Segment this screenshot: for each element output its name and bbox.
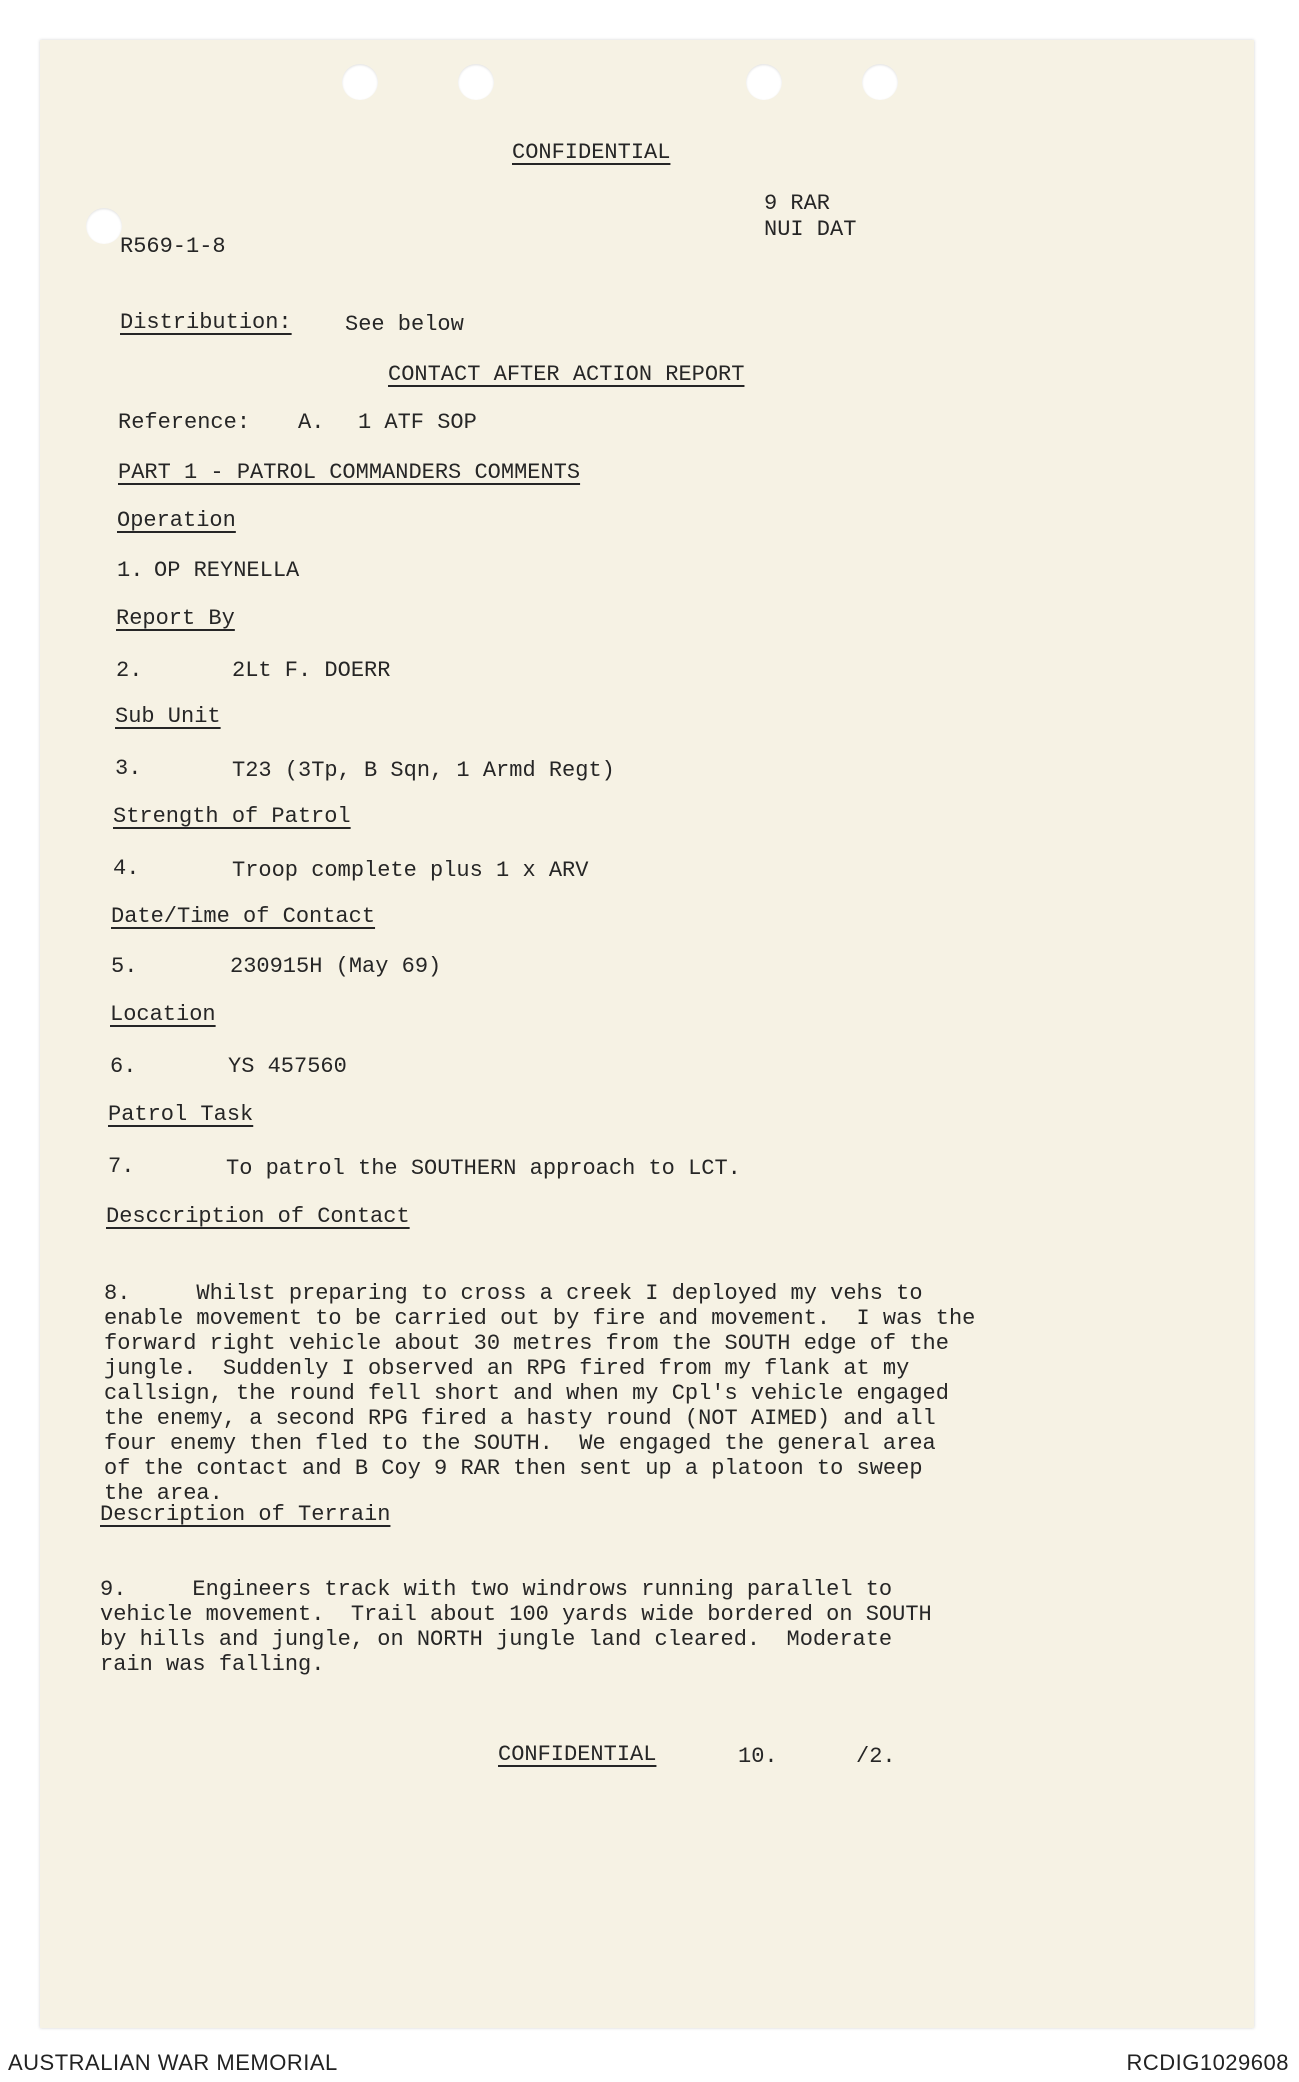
paragraph-line: 8. Whilst preparing to cross a creek I deployed my vehs to [104, 1281, 923, 1306]
reference-letter: A. [298, 410, 325, 435]
item-number: 5. [111, 954, 138, 979]
punch-hole [458, 64, 494, 100]
classification-bottom: CONFIDENTIAL [498, 1742, 657, 1767]
section-heading-contact: Desccription of Contact [106, 1204, 410, 1229]
item-number: 2. [116, 658, 143, 683]
punch-hole [342, 64, 378, 100]
reference-value: 1 ATF SOP [358, 410, 477, 435]
item-text-operation: OP REYNELLA [154, 558, 300, 583]
section-heading-report-by: Report By [116, 606, 235, 631]
punch-hole [746, 64, 782, 100]
section-heading-date-time: Date/Time of Contact [111, 904, 376, 929]
paragraph-line: the enemy, a second RPG fired a hasty round (NOT AIMED) and all [104, 1406, 936, 1431]
archive-id: RCDIG1029608 [1126, 2050, 1289, 2075]
item-number: 1. [117, 558, 144, 583]
paragraph-line: by hills and jungle, on NORTH jungle land cleared. Moderate [100, 1627, 893, 1652]
section-heading-location: Location [110, 1002, 216, 1027]
section-heading-operation: Operation [117, 508, 236, 533]
unit-name: 9 RAR [764, 191, 831, 216]
reference-label: Reference: [118, 410, 251, 435]
file-reference: R569-1-8 [120, 234, 226, 259]
distribution-value: See below [345, 312, 464, 337]
section-heading-strength: Strength of Patrol [113, 804, 351, 829]
archive-name: AUSTRALIAN WAR MEMORIAL [8, 2050, 338, 2075]
item-number: 4. [113, 856, 140, 881]
punch-hole [862, 64, 898, 100]
paragraph-line: callsign, the round fell short and when my Cpl's vehicle engaged [104, 1381, 949, 1406]
paragraph-8 [104, 1256, 975, 1531]
paragraph-line: rain was falling. [100, 1652, 325, 1677]
item-number: 3. [115, 756, 142, 781]
section-heading-terrain: Description of Terrain [100, 1502, 391, 1527]
item-text-strength: Troop complete plus 1 x ARV [232, 858, 589, 883]
item-text-date-time: 230915H (May 69) [230, 954, 442, 979]
unit-location: NUI DAT [764, 217, 857, 242]
paragraph-line: the area. [104, 1481, 223, 1506]
paragraph-line: vehicle movement. Trail about 100 yards wide bordered on SOUTH [100, 1602, 932, 1627]
page-number: 10. [738, 1744, 778, 1769]
paragraph-line: 9. Engineers track with two windrows running parallel to [100, 1577, 893, 1602]
item-text-report-by: 2Lt F. DOERR [232, 658, 391, 683]
paragraph-line: jungle. Suddenly I observed an RPG fired from my flank at my [104, 1356, 910, 1381]
item-number: 6. [110, 1054, 137, 1079]
paragraph-line: forward right vehicle about 30 metres from the SOUTH edge of the [104, 1331, 949, 1356]
paragraph-line: enable movement to be carried out by fire and movement. I was the [104, 1306, 976, 1331]
item-text-location: YS 457560 [228, 1054, 347, 1079]
section-heading-patrol-task: Patrol Task [108, 1102, 254, 1127]
distribution-label: Distribution: [120, 310, 292, 335]
item-text-sub-unit: T23 (3Tp, B Sqn, 1 Armd Regt) [232, 758, 615, 783]
punch-hole [86, 208, 122, 244]
next-page-marker: /2. [856, 1744, 896, 1769]
item-text-patrol-task: To patrol the SOUTHERN approach to LCT. [226, 1156, 741, 1181]
section-heading-sub-unit: Sub Unit [115, 704, 221, 729]
classification-top: CONFIDENTIAL [512, 140, 671, 165]
document-page [40, 40, 1254, 2028]
paragraph-9 [100, 1552, 932, 1702]
part-heading: PART 1 - PATROL COMMANDERS COMMENTS [118, 460, 581, 485]
paragraph-line: of the contact and B Coy 9 RAR then sent up a platoon to sweep [104, 1456, 923, 1481]
paragraph-line: four enemy then fled to the SOUTH. We engaged the general area [104, 1431, 936, 1456]
report-title: CONTACT AFTER ACTION REPORT [388, 362, 745, 387]
item-number: 7. [108, 1154, 135, 1179]
